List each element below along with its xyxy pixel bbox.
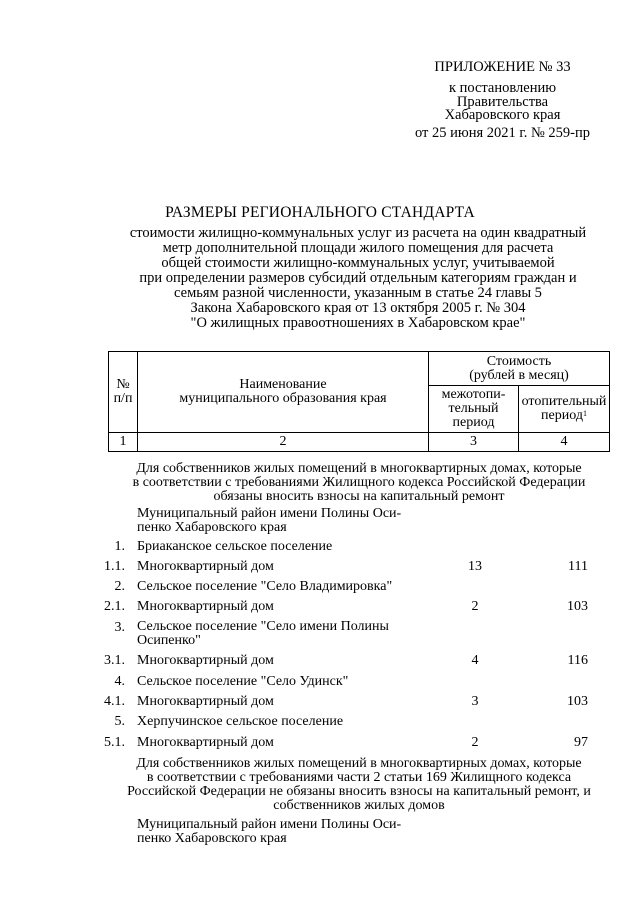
subtitle-line: стоимости жилищно-коммунальных услуг из расчета на один квадратный — [129, 225, 587, 241]
section-heading-1: Для собственников жилых помещений в многоквартирных домах, которые в соответствии с требованиями Жилищного кодекса Российской Федерации обязаны вносить взносы на капитальный ремонт — [132, 461, 586, 504]
subtitle-line: "О жилищных правоотношениях в Хабаровском крае" — [190, 315, 526, 331]
table-row: 1. Бриаканское сельское поселение — [114, 539, 333, 554]
document-subtitle — [108, 226, 608, 331]
subtitle-line: семьям разной численности, указанным в статье 24 главы 5 — [174, 285, 542, 301]
subtitle-line: метр дополнительной площади жилого помещения для расчета — [162, 240, 554, 256]
header-name: Наименование муниципального образования края — [138, 352, 429, 433]
table-row: 3. Сельское поселение "Село имени Полины Осипенко" — [114, 619, 389, 648]
table-row: 3.1. Многоквартирный дом 4 116 — [104, 653, 588, 668]
subtitle-line: общей стоимости жилищно-коммунальных услуг, учитываемой — [161, 255, 555, 271]
header-col-2: 2 — [138, 433, 429, 452]
header-inter-heating: межотопи- тельный период — [429, 386, 519, 433]
section-heading-2: Для собственников жилых помещений в многоквартирных домах, которые в соответствии с требованиями части 2 статьи 169 Жилищного кодекса Российской Федерации не обязаны вносить взносы на капитальный ремонт, и собственников жилых домов — [127, 756, 591, 813]
table-row: 4.1. Многоквартирный дом 3 103 — [104, 694, 588, 709]
header-col-4: 4 — [519, 433, 610, 452]
table-row: 4. Сельское поселение "Село Удинск" — [114, 674, 349, 689]
district-name-1: Муниципальный район имени Полины Оси- пенко Хабаровского края — [137, 506, 402, 535]
annex-line-3: Хабаровского края — [444, 107, 561, 123]
subtitle-line: при определении размеров субсидий отдельным категориям граждан и — [139, 270, 577, 286]
annex-line-2: Правительства — [456, 94, 549, 110]
subtitle-line: Закона Хабаровского края от 13 октября 2005 г. № 304 — [190, 300, 526, 316]
header-col-1: 1 — [109, 433, 138, 452]
annex-title: ПРИЛОЖЕНИЕ № 33 — [434, 59, 571, 75]
document-title: РАЗМЕРЫ РЕГИОНАЛЬНОГО СТАНДАРТА — [165, 204, 475, 221]
annex-line-1: к постановлению — [448, 80, 557, 96]
table-row: 1.1. Многоквартирный дом 13 111 — [104, 559, 588, 574]
table-row: 5.1. Многоквартирный дом 2 97 — [104, 735, 588, 750]
district-name-2: Муниципальный район имени Полины Оси- пенко Хабаровского края — [137, 817, 402, 846]
header-number: № п/п — [109, 352, 138, 433]
header-cost: Стоимость (рублей в месяц) — [429, 352, 610, 386]
header-heating: отопительный период$^1$ — [519, 386, 610, 433]
table-row: 2.1. Многоквартирный дом 2 103 — [104, 599, 588, 614]
header-col-3: 3 — [429, 433, 519, 452]
table-header — [108, 351, 610, 452]
table-row: 2. Сельское поселение "Село Владимировка" — [114, 579, 393, 594]
footnote-mark: 1 — [582, 409, 587, 418]
annex-date: от 25 июня 2021 г. № 259-пр — [414, 125, 591, 141]
table-row: 5. Херпучинское сельское поселение — [114, 714, 344, 729]
